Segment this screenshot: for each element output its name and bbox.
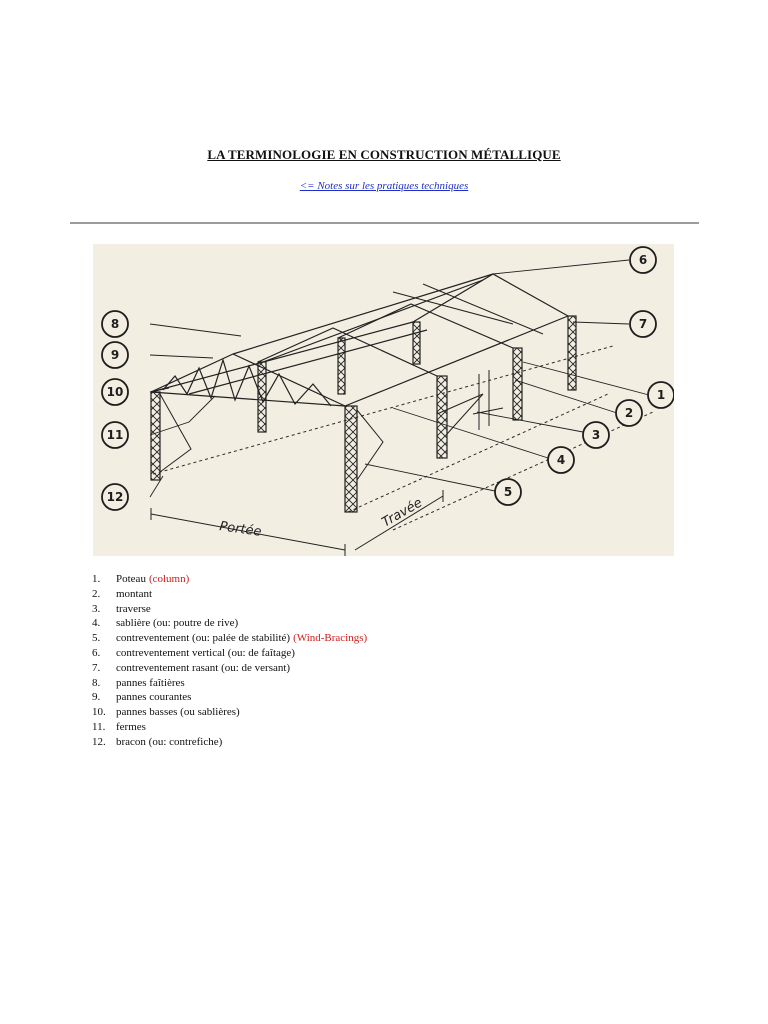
structure-diagram xyxy=(93,244,674,556)
legend-term: fermes xyxy=(116,720,146,733)
legend-item xyxy=(92,631,367,646)
span-label: Portée xyxy=(218,519,263,540)
callout-label-8: 8 xyxy=(110,317,120,331)
callout-label-9: 9 xyxy=(110,348,120,362)
callout-label-10: 10 xyxy=(106,385,124,399)
legend-number: 2. xyxy=(92,587,101,600)
legend-term: pannes courantes xyxy=(116,691,192,704)
callout-label-1: 1 xyxy=(656,388,666,402)
legend-number: 4. xyxy=(92,617,101,630)
legend-number: 7. xyxy=(92,661,101,674)
legend-item xyxy=(92,735,367,750)
legend-term: bracon (ou: contrefiche) xyxy=(116,735,223,748)
legend-term: montant xyxy=(116,587,153,600)
steel-frame-drawing xyxy=(93,244,674,556)
legend-term: traverse xyxy=(116,602,151,615)
legend-number: 11. xyxy=(92,720,106,733)
diagram-background xyxy=(93,244,674,556)
legend-number: 5. xyxy=(92,632,101,645)
legend-number: 8. xyxy=(92,676,101,689)
legend-term: contreventement rasant (ou: de versant) xyxy=(116,661,291,674)
legend-item xyxy=(92,676,367,691)
horizontal-divider xyxy=(70,222,699,224)
legend-number: 9. xyxy=(92,691,101,704)
callout-label-4: 4 xyxy=(556,453,566,467)
legend-term: pannes faîtières xyxy=(116,676,185,689)
legend-term: pannes basses (ou sablières) xyxy=(116,706,240,719)
legend-term: contreventement (ou: palée de stabilité) xyxy=(116,632,291,645)
legend-item xyxy=(92,572,367,587)
legend-item xyxy=(92,616,367,631)
legend-term: contreventement vertical (ou: de faîtage) xyxy=(116,646,295,659)
legend-item xyxy=(92,720,367,735)
legend-number: 6. xyxy=(92,646,101,659)
legend-term: sablière (ou: poutre de rive) xyxy=(116,617,239,630)
terminology-list xyxy=(92,572,367,750)
legend-item xyxy=(92,646,367,661)
legend-number: 1. xyxy=(92,573,101,585)
callout-label-3: 3 xyxy=(591,428,601,442)
legend-note: (Wind-Bracings) xyxy=(293,632,368,645)
legend-item xyxy=(92,661,367,676)
legend-item xyxy=(92,705,367,720)
legend-note: (column) xyxy=(148,573,190,585)
page-title: LA TERMINOLOGIE EN CONSTRUCTION MÉTALLIQUE xyxy=(207,147,561,162)
callout-label-2: 2 xyxy=(624,406,634,420)
legend-item xyxy=(92,690,367,705)
legend-number: 12. xyxy=(92,735,106,748)
legend-item xyxy=(92,602,367,617)
callout-label-7: 7 xyxy=(638,317,648,331)
legend-number: 3. xyxy=(92,602,101,615)
callout-label-5: 5 xyxy=(503,485,513,499)
callout-label-12: 12 xyxy=(106,490,124,504)
legend-term: Poteau xyxy=(116,573,146,585)
bay-label: Travée xyxy=(379,495,426,531)
callout-label-11: 11 xyxy=(106,428,124,442)
legend-number: 10. xyxy=(92,706,106,719)
legend-item xyxy=(92,587,367,602)
back-link[interactable]: <= Notes sur les pratiques techniques xyxy=(299,180,469,192)
callout-label-6: 6 xyxy=(638,253,648,267)
